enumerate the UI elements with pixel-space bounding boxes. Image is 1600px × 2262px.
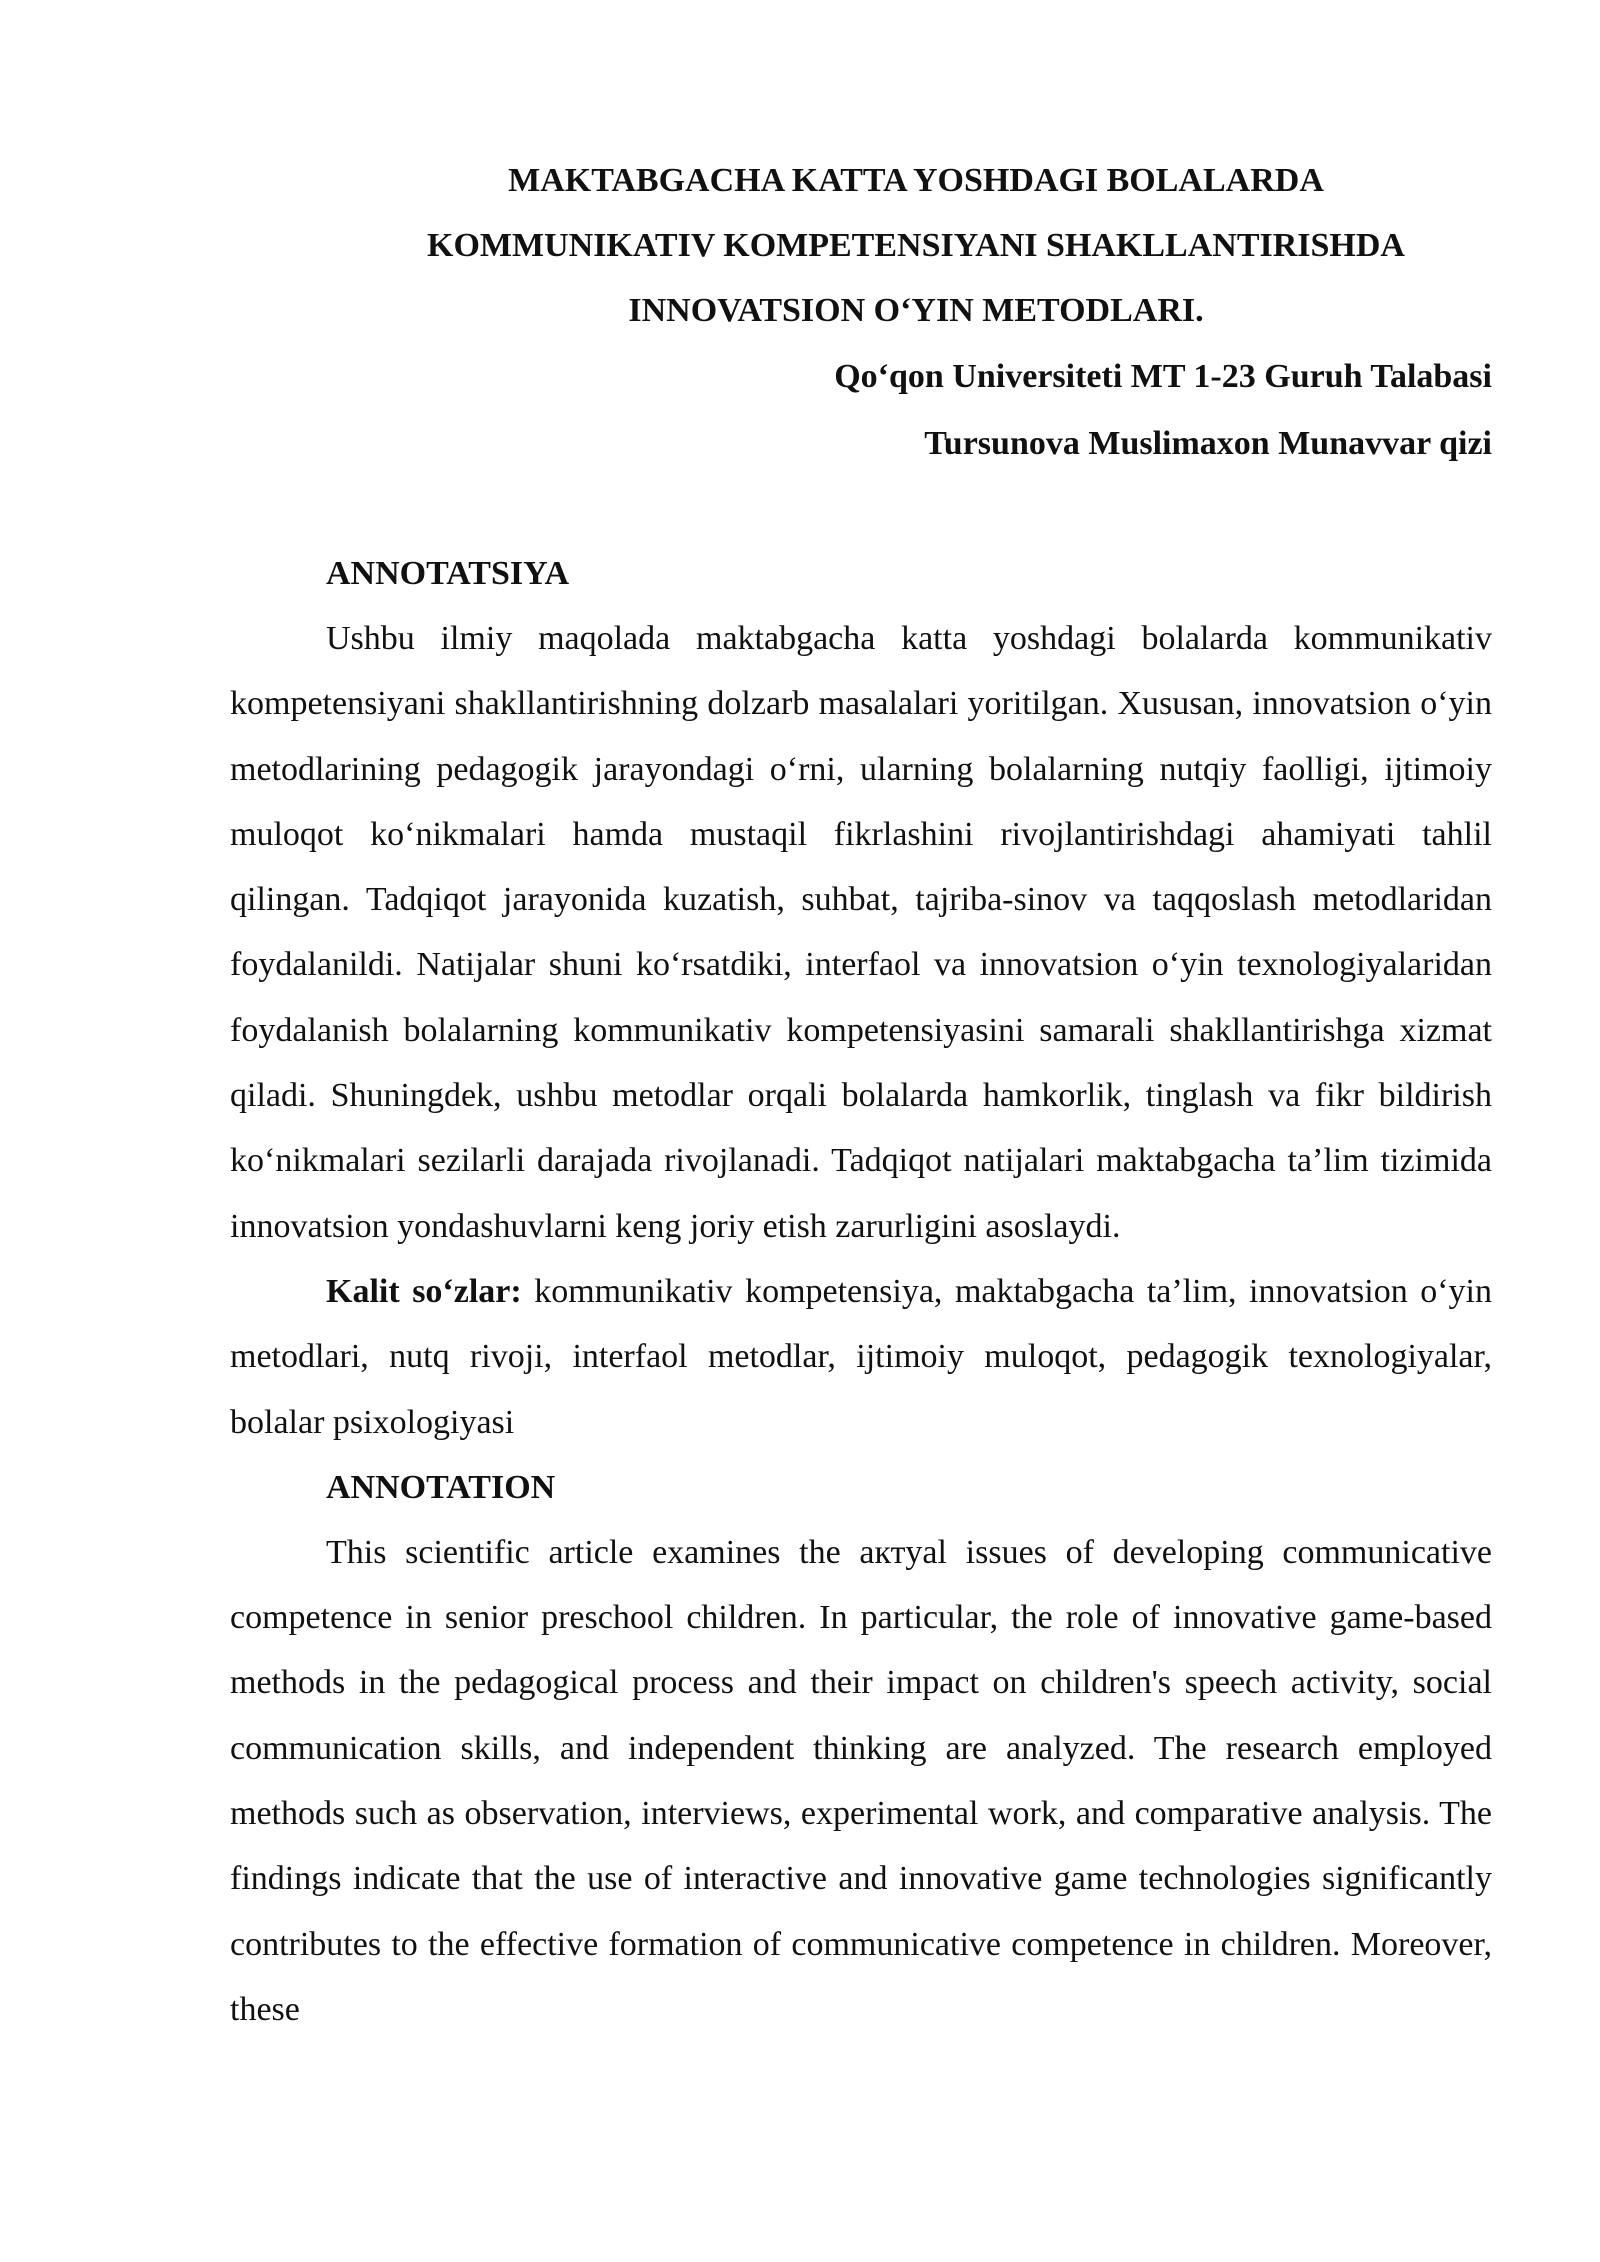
article-title — [230, 148, 1492, 343]
keywords-paragraph — [230, 1259, 1492, 1455]
annotation-body: This scientific article examines the актyal issues of developing communicative competence in senior preschool children. In particular, the role of innovative game-based methods in the pedagogical process and their impact on children's speech activity, social communication skills, and independent thinking are analyzed. The research employed methods such as observation, interviews, experimental work, and comparative analysis. The findings indicate that the use of interactive and innovative game technologies significantly contributes to the effective formation of communicative competence in children. Moreover, these — [230, 1533, 1492, 2028]
title-line-1: MAKTABGACHA KATTA YOSHDAGI BOLALARDA — [508, 162, 1324, 199]
keywords-text: kommunikativ kompetensiya, maktabgacha ta’lim, innovatsion o‘yin metodlari, nutq rivoji, interfaol metodlar, ijtimoiy muloqot, pedagogik texnologiyalar, bolalar psixologiyasi — [230, 1272, 1493, 1441]
title-line-2: KOMMUNIKATIV KOMPETENSIYANI SHAKLLANTIRISHDA — [427, 227, 1405, 264]
title-line-3: INNOVATSION O‘YIN METODLARI. — [628, 292, 1204, 329]
annotatsiya-body: Ushbu ilmiy maqolada maktabgacha katta yoshdagi bolalarda kommunikativ kompetensiyani shakllantirishning dolzarb masalalari yoritilgan. Xususan, innovatsion o‘yin metodlarining pedagogik jarayondagi o‘rni, ularning bolalarning nutqiy faolligi, ijtimoiy muloqot ko‘nikmalari hamda mustaqil fikrlashini rivojlantirishdagi ahamiyati tahlil qilingan. Tadqiqot jarayonida kuzatish, suhbat, tajriba-sinov va taqqoslash metodlaridan foydalanildi. Natijalar shuni ko‘rsatdiki, interfaol va innovatsion o‘yin texnologiyalaridan foydalanish bolalarning kommunikativ kompetensiyasini samarali shakllantirishga xizmat qiladi. Shuningdek, ushbu metodlar orqali bolalarda hamkorlik, tinglash va fikr bildirish ko‘nikmalari sezilarli darajada rivojlanadi. Tadqiqot natijalari maktabgacha ta’lim tizimida innovatsion yondashuvlarni keng joriy etish zarurligini asoslaydi. — [230, 620, 1492, 1245]
page-content — [230, 148, 1492, 2042]
author-name: Tursunova Muslimaxon Munavvar qizi — [924, 425, 1492, 462]
keywords-label: Kalit so‘zlar: — [326, 1272, 522, 1310]
annotation-heading: ANNOTATION — [326, 1468, 556, 1506]
author-affiliation: Qo‘qon Universiteti MT 1-23 Guruh Talabasi — [834, 358, 1492, 395]
author-block — [230, 343, 1492, 477]
annotatsiya-heading: ANNOTATSIYA — [326, 555, 570, 592]
